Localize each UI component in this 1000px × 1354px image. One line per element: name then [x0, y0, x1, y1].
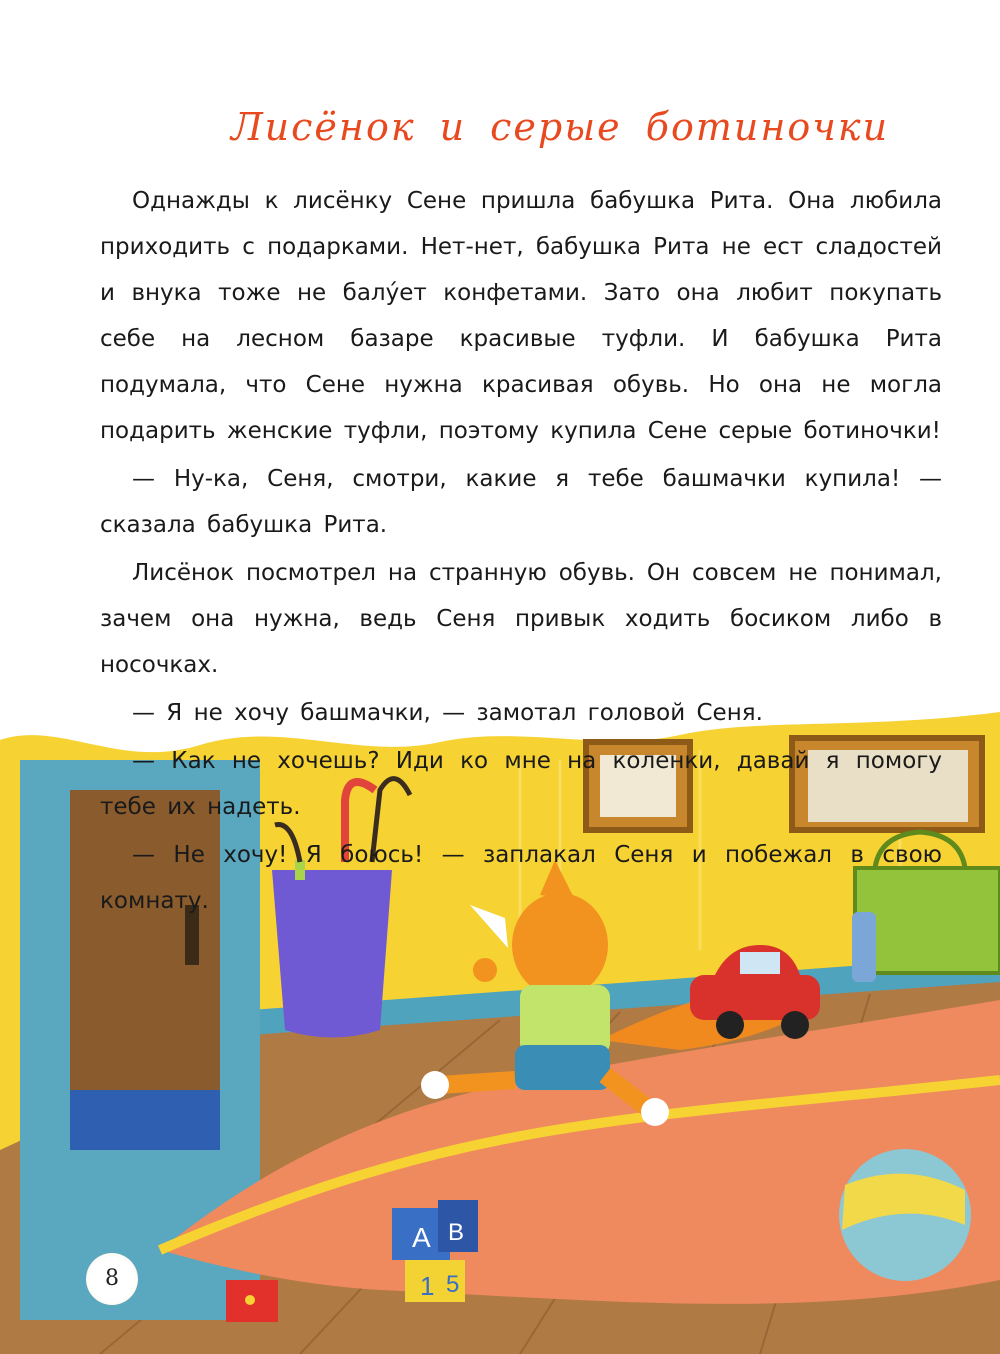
story-paragraph: — Как не хочешь? Иди ко мне на коленки, давай я помогу тебе их надеть. [100, 748, 942, 820]
block-digit-5: 5 [446, 1271, 460, 1298]
story-text [100, 178, 942, 926]
page-number: 8 [86, 1253, 138, 1305]
story-paragraph: — Не хочу! Я боюсь! — заплакал Сеня и побежал в свою комнату. [100, 842, 942, 914]
story-paragraph: Однажды к лисёнку Сене пришла бабушка Рита. Она любила приходить с подарками. Нет-нет, бабушка Рита не ест сладостей и внука тоже не балу́ет конфетами. Зато она любит покупать себе на лесном базаре красивые туфли. И бабушка Рита подумала, что Сене нужна красивая обувь. Но она не могла подарить женские туфли, поэтому купила Сене серые ботиночки! [100, 188, 942, 444]
story-paragraph: — Ну-ка, Сеня, смотри, какие я тебе башмачки купила! — сказала бабушка Рита. [100, 466, 942, 538]
block-digit-1: 1 [420, 1271, 435, 1301]
block-letter-a: А [412, 1222, 431, 1253]
toy-ball [839, 1149, 971, 1281]
block-letter-v: В [448, 1219, 465, 1246]
story-paragraph: — Я не хочу башмачки, — замотал головой Сеня. [132, 700, 763, 726]
page-title: Лисёнок и серые ботиночки [230, 105, 890, 149]
door-step [70, 1090, 220, 1150]
story-paragraph: Лисёнок посмотрел на странную обувь. Он совсем не понимал, зачем она нужна, ведь Сеня привык ходить босиком либо в носочках. [100, 560, 942, 678]
